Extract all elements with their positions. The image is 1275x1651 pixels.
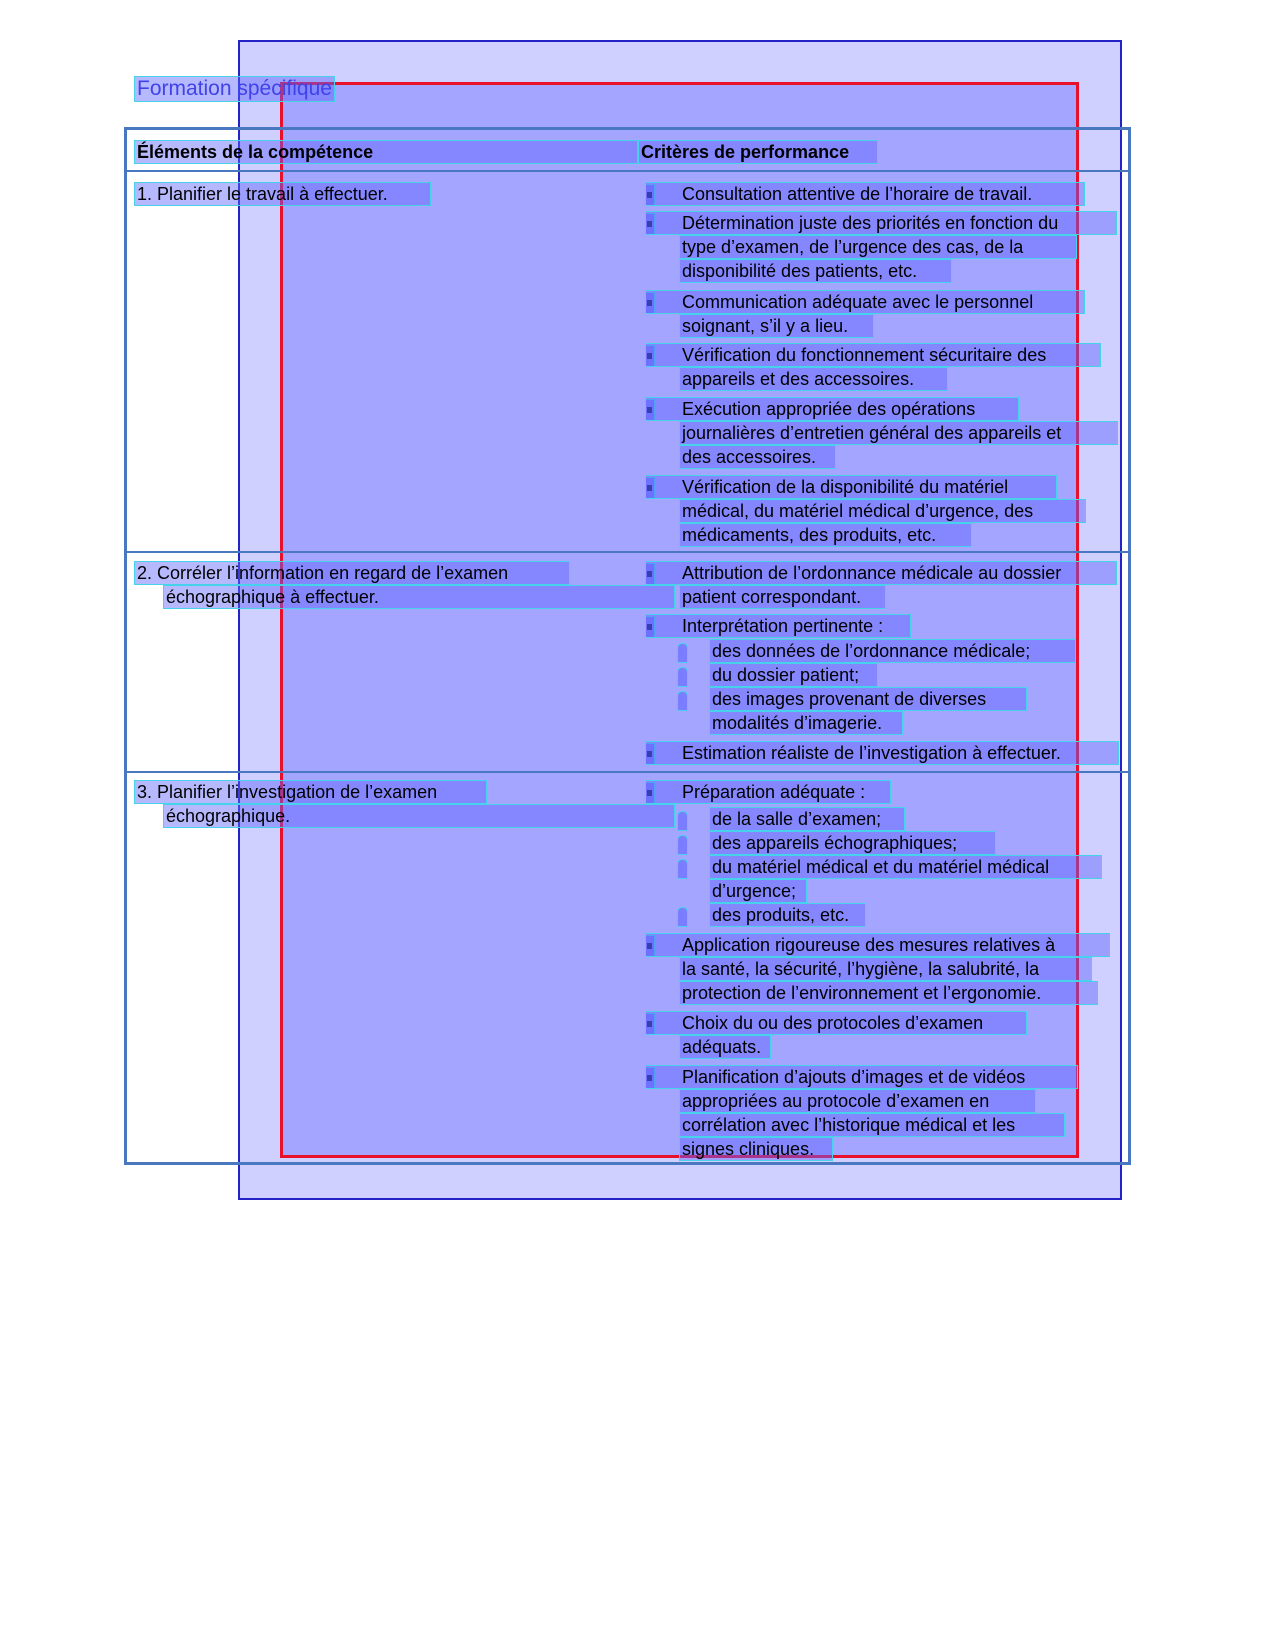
header-divider xyxy=(124,170,1131,172)
sub-bullet-icon xyxy=(677,811,688,831)
row-divider-1 xyxy=(124,551,1131,553)
criterion-1-2-line-3: disponibilité des patients, etc. xyxy=(679,259,952,283)
criterion-1-4-line-2: appareils et des accessoires. xyxy=(679,367,948,391)
criterion-3-4-line-2: appropriées au protocole d’examen en xyxy=(679,1089,1036,1113)
element-3-line-1: 3. Planifier l’investigation de l’examen xyxy=(134,780,487,804)
sub-bullet-icon xyxy=(677,907,688,927)
element-3-line-2: échographique. xyxy=(163,804,675,828)
criterion-1-5-line-2: journalières d’entretien général des appareils et xyxy=(679,421,1118,445)
criterion-3-2-line-3: protection de l’environnement et l’ergonomie. xyxy=(679,981,1098,1005)
sub-bullet-icon xyxy=(677,643,688,663)
sub-item-2-3-line-2: modalités d’imagerie. xyxy=(709,711,903,735)
sub-item-2-2: du dossier patient; xyxy=(709,663,878,687)
sub-bullet-icon xyxy=(677,691,688,711)
header-elements: Éléments de la compétence xyxy=(134,140,638,164)
criterion-1-3-line-2: soignant, s’il y a lieu. xyxy=(679,314,874,338)
criterion-2-1-line-1: Attribution de l’ordonnance médicale au dossier xyxy=(645,561,1117,585)
criterion-3-1: Préparation adéquate : xyxy=(645,780,891,804)
criterion-3-3-line-2: adéquats. xyxy=(679,1035,771,1059)
criterion-1-6-line-3: médicaments, des produits, etc. xyxy=(679,523,972,547)
sub-item-3-2: des appareils échographiques; xyxy=(709,831,996,855)
criterion-1-3-line-1: Communication adéquate avec le personnel xyxy=(645,290,1085,314)
element-2-line-2: échographique à effectuer. xyxy=(163,585,675,609)
criterion-1-2-line-2: type d’examen, de l’urgence des cas, de la xyxy=(679,235,1077,259)
criterion-2-2: Interprétation pertinente : xyxy=(645,614,911,638)
sub-bullet-icon xyxy=(677,835,688,855)
criterion-2-1-line-2: patient correspondant. xyxy=(679,585,886,609)
criterion-2-3: Estimation réaliste de l’investigation à effectuer. xyxy=(645,741,1119,765)
criterion-1-2-line-1: Détermination juste des priorités en fonction du xyxy=(645,211,1117,235)
criterion-3-3-line-1: Choix du ou des protocoles d’examen xyxy=(645,1011,1027,1035)
criterion-1-4-line-1: Vérification du fonctionnement sécuritaire des xyxy=(645,343,1101,367)
header-criteria: Critères de performance xyxy=(638,140,878,164)
page-title: Formation spécifique xyxy=(134,76,335,102)
criterion-1-5-line-1: Exécution appropriée des opérations xyxy=(645,397,1019,421)
element-2-line-1: 2. Corréler l’information en regard de l’examen xyxy=(134,561,570,585)
sub-item-3-4: des produits, etc. xyxy=(709,903,866,927)
criterion-1-6-line-2: médical, du matériel médical d’urgence, des xyxy=(679,499,1086,523)
sub-item-3-1: de la salle d’examen; xyxy=(709,807,905,831)
sub-bullet-icon xyxy=(677,859,688,879)
sub-item-3-3-line-2: d’urgence; xyxy=(709,879,807,903)
criterion-1-5-line-3: des accessoires. xyxy=(679,445,836,469)
criterion-3-4-line-4: signes cliniques. xyxy=(679,1137,833,1161)
criterion-3-4-line-3: corrélation avec l’historique médical et les xyxy=(679,1113,1065,1137)
sub-item-2-3-line-1: des images provenant de diverses xyxy=(709,687,1027,711)
criterion-3-4-line-1: Planification d’ajouts d’images et de vidéos xyxy=(645,1065,1078,1089)
criterion-3-2-line-2: la santé, la sécurité, l’hygiène, la salubrité, la xyxy=(679,957,1092,981)
element-1: 1. Planifier le travail à effectuer. xyxy=(134,182,431,206)
sub-item-3-3-line-1: du matériel médical et du matériel médical xyxy=(709,855,1102,879)
sub-bullet-icon xyxy=(677,667,688,687)
criterion-1-1: Consultation attentive de l’horaire de travail. xyxy=(645,182,1085,206)
sub-item-2-1: des données de l’ordonnance médicale; xyxy=(709,639,1076,663)
criterion-3-2-line-1: Application rigoureuse des mesures relatives à xyxy=(645,933,1110,957)
criterion-1-6-line-1: Vérification de la disponibilité du matériel xyxy=(645,475,1057,499)
row-divider-2 xyxy=(124,771,1131,773)
